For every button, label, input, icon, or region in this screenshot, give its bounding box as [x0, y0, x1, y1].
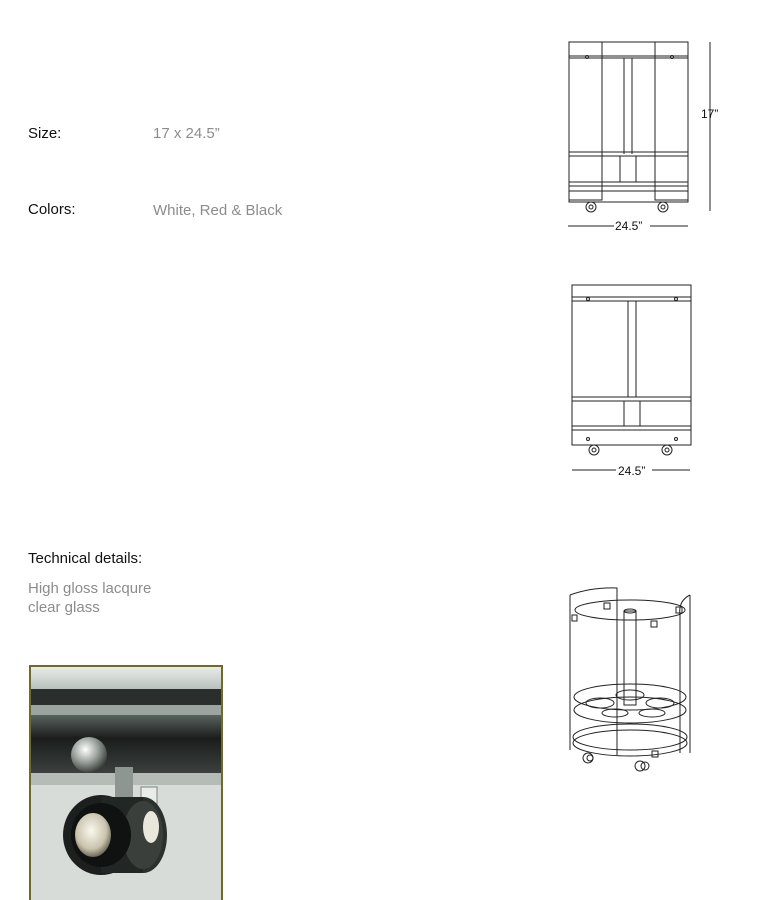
side-elevation-drawing [560, 38, 730, 238]
front-elevation-drawing [560, 282, 700, 482]
colors-label: Colors: [28, 201, 76, 218]
front-width-label: 24.5” [618, 464, 646, 478]
caster-photo-svg [31, 667, 221, 900]
technical-list [28, 579, 151, 617]
caster-closeup-photo [29, 665, 223, 900]
perspective-svg [560, 585, 700, 780]
front-elevation-svg [560, 282, 700, 482]
side-height-label: 17” [701, 107, 719, 121]
perspective-drawing [560, 585, 700, 780]
technical-line-material: clear glass [28, 599, 100, 616]
side-elevation-svg [560, 38, 730, 238]
side-width-label: 24.5” [615, 219, 643, 233]
technical-heading: Technical details: [28, 550, 143, 567]
technical-line-finish: High gloss lacqure [28, 580, 152, 597]
size-value: 17 x 24.5” [153, 125, 220, 142]
size-label: Size: [28, 125, 62, 142]
colors-value: White, Red & Black [153, 202, 283, 219]
